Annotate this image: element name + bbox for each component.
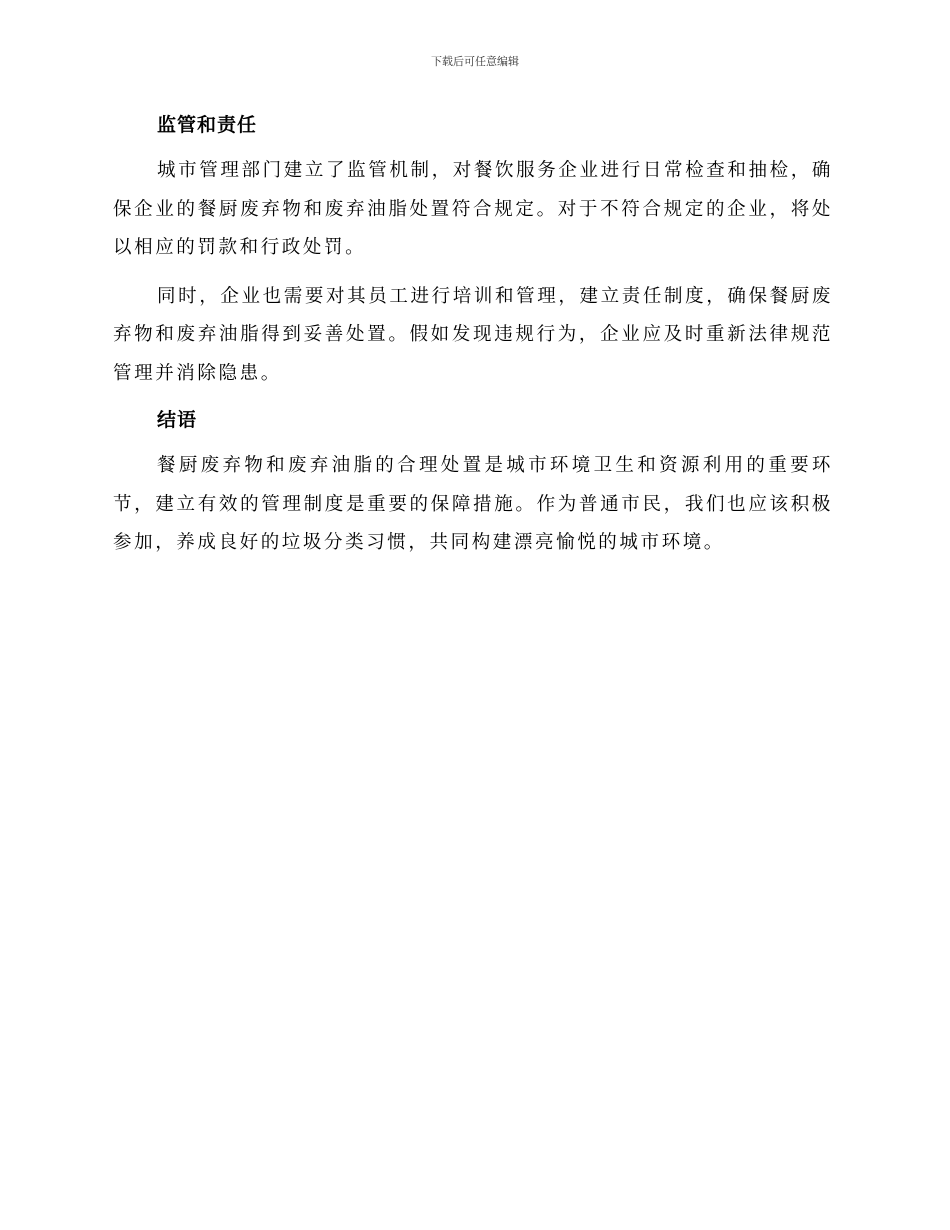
section-supervision	[113, 108, 833, 393]
section-conclusion	[113, 403, 833, 563]
section-heading: 监管和责任	[157, 114, 258, 136]
paragraph: 同时，企业也需要对其员工进行培训和管理，建立责任制度，确保餐厨废弃物和废弃油脂得到妥善处置。假如发现违规行为，企业应及时重新法律规范管理并消除隐患。	[113, 285, 833, 384]
page-header-note: 下载后可任意编辑	[431, 55, 519, 68]
section-heading: 结语	[157, 409, 198, 431]
paragraph: 餐厨废弃物和废弃油脂的合理处置是城市环境卫生和资源利用的重要环节，建立有效的管理制度是重要的保障措施。作为普通市民，我们也应该积极参加，养成良好的垃圾分类习惯，共同构建漂亮愉悦的城市环境。	[113, 455, 833, 553]
paragraph: 城市管理部门建立了监管机制，对餐饮服务企业进行日常检查和抽检，确保企业的餐厨废弃物和废弃油脂处置符合规定。对于不符合规定的企业，将处以相应的罚款和行政处罚。	[113, 160, 833, 258]
document-body	[113, 108, 833, 573]
